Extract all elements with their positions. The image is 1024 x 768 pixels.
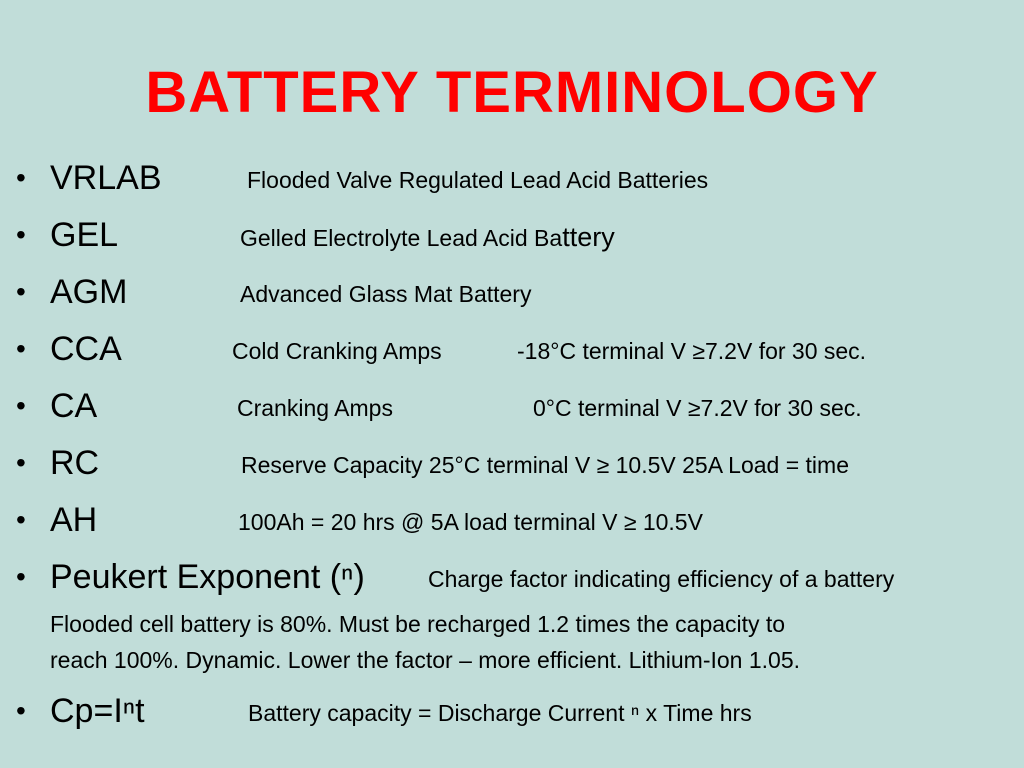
bullet: • <box>16 504 26 535</box>
term-label: AH <box>50 501 98 539</box>
slide-title: BATTERY TERMINOLOGY <box>145 60 879 125</box>
bullet: • <box>16 561 26 592</box>
term-label: VRLAB <box>50 159 162 197</box>
term-spec: -18°C terminal V ≥7.2V for 30 sec. <box>517 338 867 364</box>
peukert-detail-line-2: reach 100%. Dynamic. Lower the factor – more efficient. Lithium-Ion 1.05. <box>50 647 801 673</box>
term-label: Peukert Exponent (ⁿ) <box>50 558 365 596</box>
term-label: RC <box>50 444 100 482</box>
term-description: Cranking Amps <box>237 395 393 421</box>
term-description-part1: Gelled Electrolyte Lead Acid Ba <box>240 225 563 251</box>
bullet: • <box>16 447 26 478</box>
term-label: Cp=Iⁿt <box>50 692 145 730</box>
peukert-detail-line-1: Flooded cell battery is 80%. Must be recharged 1.2 times the capacity to <box>50 611 786 637</box>
term-label: AGM <box>50 273 128 311</box>
term-description <box>240 219 615 256</box>
bullet: • <box>16 333 26 364</box>
term-description: Flooded Valve Regulated Lead Acid Batteries <box>247 167 709 193</box>
bullet: • <box>16 695 26 726</box>
term-label: CA <box>50 387 98 425</box>
term-spec: 0°C terminal V ≥7.2V for 30 sec. <box>533 395 862 421</box>
bullet: • <box>16 219 26 250</box>
term-description: Charge factor indicating efficiency of a battery <box>428 566 895 592</box>
bullet: • <box>16 162 26 193</box>
term-description-part2: ttery <box>562 222 615 252</box>
term-description: Reserve Capacity 25°C terminal V ≥ 10.5V 25A Load = time <box>241 452 849 478</box>
term-label: GEL <box>50 216 119 254</box>
bullet: • <box>16 276 26 307</box>
term-description: Cold Cranking Amps <box>232 338 442 364</box>
term-description: Battery capacity = Discharge Current ⁿ x Time hrs <box>248 700 752 726</box>
term-description: Advanced Glass Mat Battery <box>240 281 532 307</box>
term-label: CCA <box>50 330 122 368</box>
bullet: • <box>16 390 26 421</box>
term-description: 100Ah = 20 hrs @ 5A load terminal V ≥ 10.5V <box>238 509 703 535</box>
